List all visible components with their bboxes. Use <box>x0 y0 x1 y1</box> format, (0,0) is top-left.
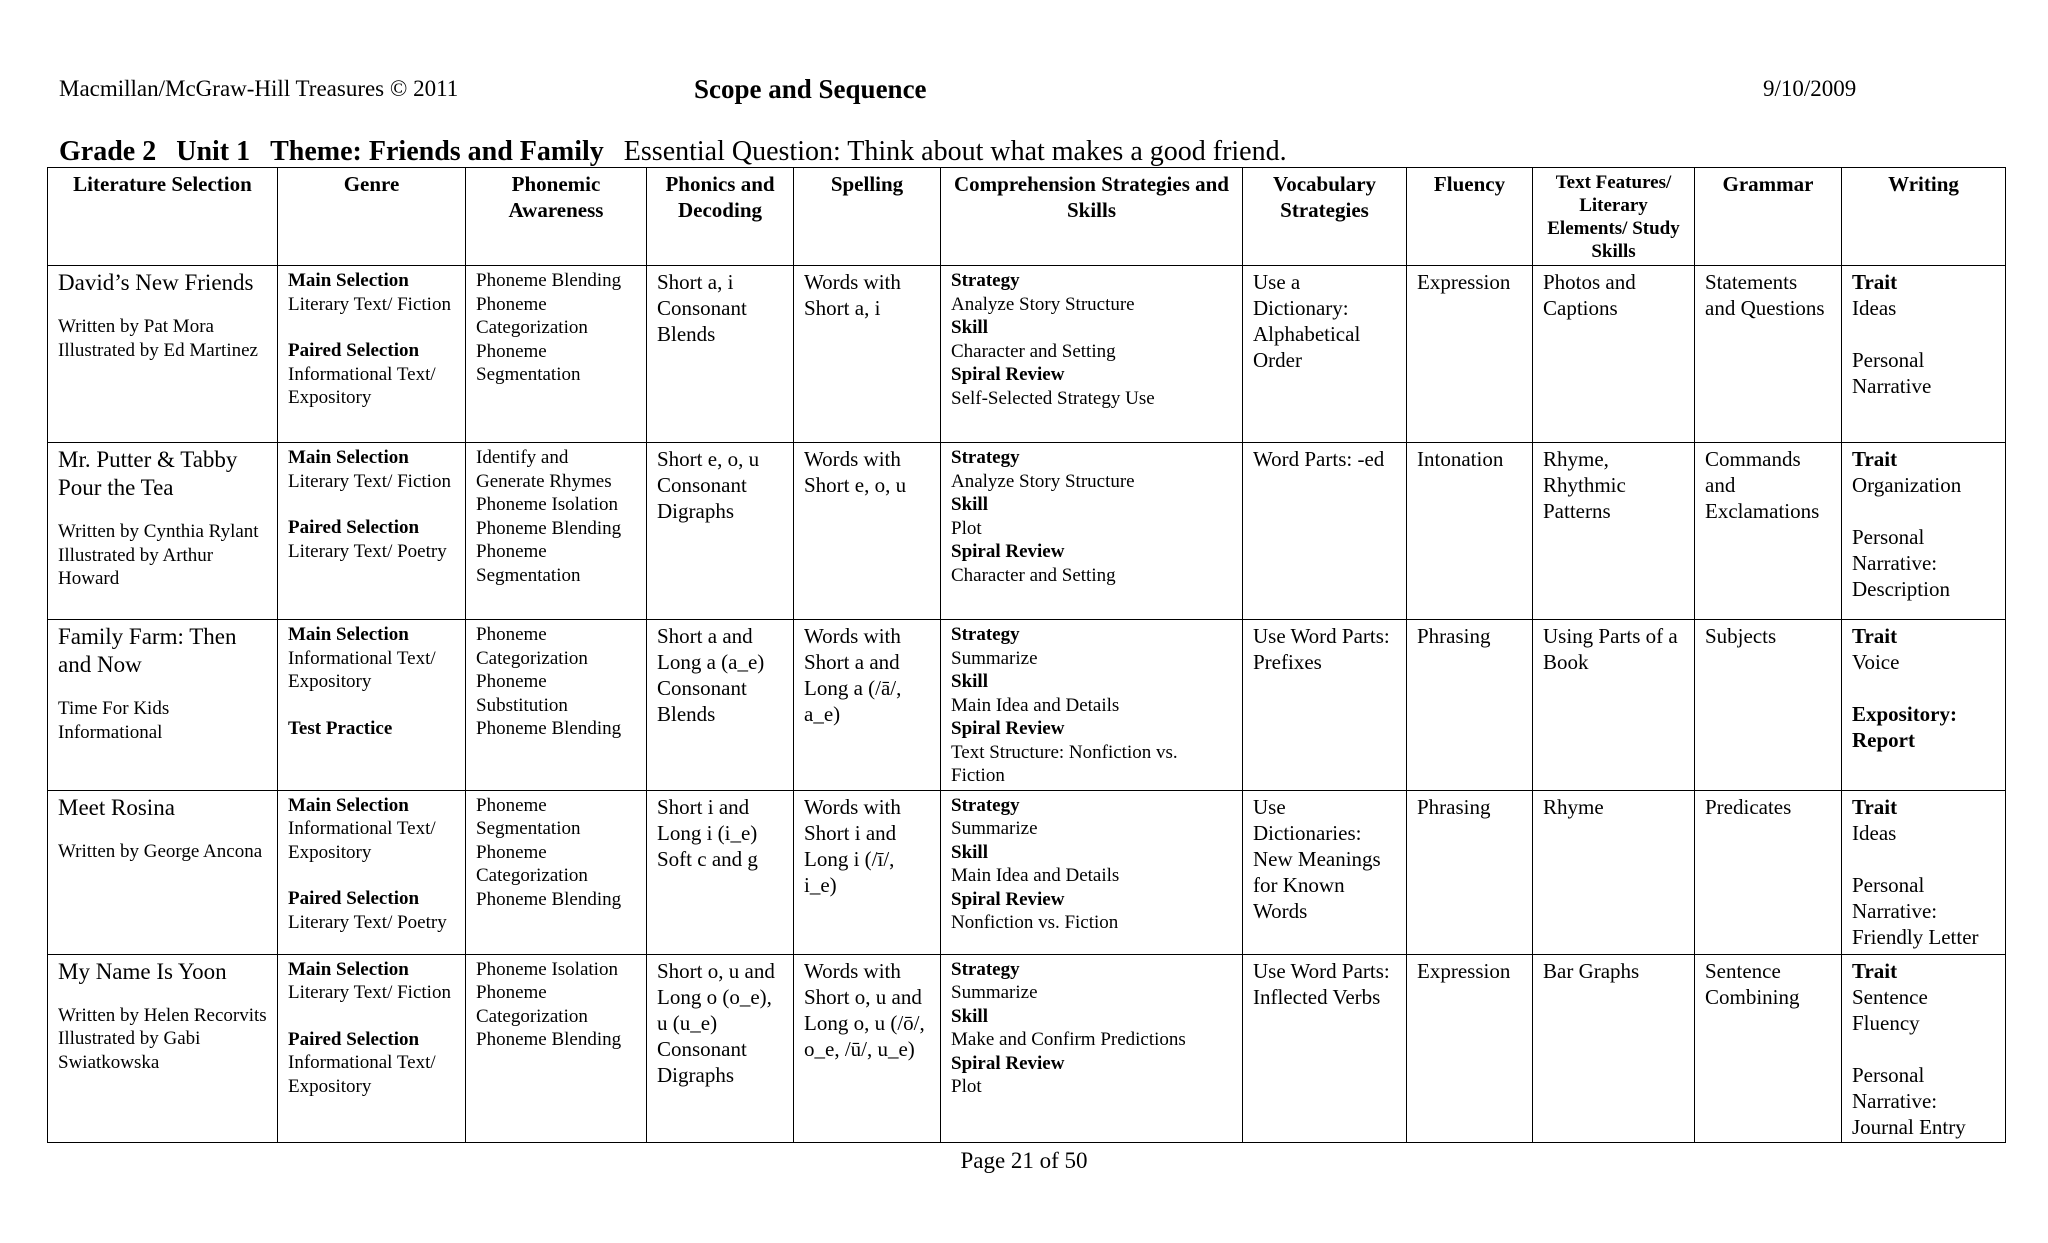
grammar-text: Commands and Exclamations <box>1705 447 1820 523</box>
comprehension-cell <box>941 443 1243 620</box>
writing-form: Expository: Report <box>1852 702 1957 752</box>
strategy-label: Strategy <box>951 270 1020 291</box>
spiral-review-label: Spiral Review <box>951 541 1065 562</box>
strategy-label: Strategy <box>951 447 1020 468</box>
skill-text: Character and Setting <box>951 340 1116 362</box>
vocabulary-text: Use Word Parts: Prefixes <box>1253 624 1390 674</box>
literature-credit: Written by Cynthia Rylant Illustrated by Arthur Howard <box>58 521 259 589</box>
skill-text: Main Idea and Details <box>951 694 1120 716</box>
spacer <box>1852 675 1995 701</box>
spiral-review-label: Spiral Review <box>951 718 1065 739</box>
spelling-text: Words with Short a and Long a (/ā/, a_e) <box>804 624 902 726</box>
skill-label: Skill <box>951 671 988 692</box>
text-features-cell <box>1533 443 1695 620</box>
writing-trait-label: Trait <box>1852 270 1898 294</box>
main-selection-label: Main Selection <box>288 624 409 645</box>
writing-form: Personal Narrative: Description <box>1852 525 1950 601</box>
skill-text: Make and Confirm Predictions <box>951 1029 1186 1050</box>
phonics-text: Short o, u and Long o (o_e), u (u_e) Consonant Digraphs <box>657 958 775 1087</box>
fluency-text: Intonation <box>1417 447 1504 471</box>
text-features-text: Using Parts of a Book <box>1543 624 1678 674</box>
unit-label: Unit 1 <box>176 136 251 167</box>
grade-label: Grade 2 <box>59 136 157 167</box>
column-header: Grammar <box>1695 168 1842 266</box>
table-row <box>48 954 2006 1142</box>
fluency-cell <box>1407 790 1533 954</box>
phonics-text: Short a and Long a (a_e) Consonant Blends <box>657 624 765 726</box>
paired-selection-label: Test Practice <box>288 717 393 739</box>
paired-selection-label: Paired Selection <box>288 517 420 538</box>
genre-cell <box>278 790 466 954</box>
grammar-cell <box>1695 266 1842 443</box>
vocabulary-cell <box>1243 620 1407 791</box>
literature-credit: Time For Kids Informational <box>58 698 170 743</box>
phonics-cell <box>647 266 794 443</box>
text-features-text: Rhyme, Rhythmic Patterns <box>1543 447 1626 523</box>
writing-trait: Ideas <box>1852 296 1897 320</box>
writing-trait-label: Trait <box>1852 447 1898 471</box>
comprehension-block <box>951 623 1232 788</box>
table-header-row <box>48 168 2006 266</box>
spelling-cell <box>794 620 941 791</box>
genre-cell <box>278 266 466 443</box>
column-header: Comprehension Strategies and Skills <box>941 168 1243 266</box>
column-header: Fluency <box>1407 168 1533 266</box>
spacer <box>288 316 455 339</box>
spacer <box>1852 498 1995 524</box>
genre-cell <box>278 954 466 1142</box>
phonics-cell <box>647 954 794 1142</box>
vocabulary-text: Use Dictionaries: New Meanings for Known Words <box>1253 794 1381 923</box>
vocabulary-cell <box>1243 266 1407 443</box>
main-selection-genre: Literary Text/ Fiction <box>288 293 451 315</box>
spelling-text: Words with Short i and Long i (/ī/, i_e) <box>804 794 901 897</box>
strategy-text: Summarize <box>951 982 1038 1003</box>
skill-text: Plot <box>951 517 982 539</box>
literature-title: My Name Is Yoon <box>58 958 227 984</box>
spacer <box>288 694 455 717</box>
skill-text: Main Idea and Details <box>951 865 1120 886</box>
column-header: Phonics and Decoding <box>647 168 794 266</box>
scope-sequence-table <box>47 167 2006 1143</box>
literature-credit: Written by George Ancona <box>58 840 263 862</box>
fluency-text: Phrasing <box>1417 794 1491 819</box>
fluency-cell <box>1407 620 1533 791</box>
vocabulary-cell <box>1243 954 1407 1142</box>
comprehension-block <box>951 794 1232 935</box>
spelling-text: Words with Short a, i <box>804 270 901 320</box>
fluency-cell <box>1407 266 1533 443</box>
paired-selection-genre: Informational Text/ Expository <box>288 363 436 408</box>
literature-title: David’s New Friends <box>58 270 254 295</box>
comprehension-cell <box>941 790 1243 954</box>
literature-title: Meet Rosina <box>58 794 175 820</box>
writing-trait: Voice <box>1852 650 1900 674</box>
vocabulary-text: Use Word Parts: Inflected Verbs <box>1253 958 1390 1009</box>
text-features-cell <box>1533 954 1695 1142</box>
comprehension-cell <box>941 620 1243 791</box>
page-number: Page 21 of 50 <box>960 1148 1088 1173</box>
main-selection-label: Main Selection <box>288 958 409 980</box>
genre-cell <box>278 443 466 620</box>
phonics-cell <box>647 790 794 954</box>
theme-label: Theme: Friends and Family <box>270 136 604 167</box>
vocabulary-text: Use a Dictionary: Alphabetical Order <box>1253 270 1361 372</box>
column-header: Phonemic Awareness <box>466 168 647 266</box>
fluency-text: Expression <box>1417 958 1511 983</box>
phonemic-cell <box>466 266 647 443</box>
paired-selection-label: Paired Selection <box>288 1028 420 1050</box>
genre-block <box>288 269 455 410</box>
grammar-cell <box>1695 790 1842 954</box>
strategy-text: Summarize <box>951 818 1038 839</box>
literature-cell <box>48 954 278 1142</box>
genre-block <box>288 958 455 1099</box>
spacer <box>288 493 455 516</box>
spiral-review-text: Self-Selected Strategy Use <box>951 387 1155 409</box>
phonics-text: Short a, i Consonant Blends <box>657 270 747 346</box>
strategy-label: Strategy <box>951 794 1020 816</box>
writing-trait: Ideas <box>1852 820 1897 845</box>
skill-label: Skill <box>951 841 988 863</box>
spelling-cell <box>794 443 941 620</box>
main-selection-label: Main Selection <box>288 270 409 291</box>
column-header: Writing <box>1842 168 2006 266</box>
phonemic-text: Phoneme Blending Phoneme Categorization Phoneme Segmentation <box>476 270 622 385</box>
skill-label: Skill <box>951 1005 988 1027</box>
column-header: Text Features/ Literary Elements/ Study Skills <box>1533 168 1695 266</box>
essential-question: Essential Question: Think about what makes a good friend. <box>623 136 1287 167</box>
paired-selection-label: Paired Selection <box>288 888 420 909</box>
phonemic-cell <box>466 620 647 791</box>
vocabulary-cell <box>1243 790 1407 954</box>
main-selection-genre: Informational Text/ Expository <box>288 647 436 692</box>
writing-cell <box>1842 266 2006 443</box>
literature-title: Family Farm: Then and Now <box>58 624 237 677</box>
spelling-cell <box>794 266 941 443</box>
strategy-text: Summarize <box>951 647 1038 669</box>
text-features-text: Rhyme <box>1543 794 1604 819</box>
paired-selection-label: Paired Selection <box>288 340 420 361</box>
vocabulary-text: Word Parts: -ed <box>1253 447 1385 471</box>
main-selection-genre: Informational Text/ Expository <box>288 818 436 863</box>
document-date: 9/10/2009 <box>1763 76 1857 101</box>
text-features-cell <box>1533 790 1695 954</box>
writing-trait: Organization <box>1852 473 1962 497</box>
literature-cell <box>48 620 278 791</box>
comprehension-block <box>951 446 1232 587</box>
paired-selection-genre: Literary Text/ Poetry <box>288 540 447 562</box>
phonics-cell <box>647 620 794 791</box>
writing-form: Personal Narrative <box>1852 348 1932 398</box>
writing-form: Personal Narrative: Friendly Letter <box>1852 872 1979 949</box>
literature-credit: Written by Pat Mora Illustrated by Ed Martinez <box>58 316 258 361</box>
column-header: Spelling <box>794 168 941 266</box>
column-header: Vocabulary Strategies <box>1243 168 1407 266</box>
paired-selection-genre: Informational Text/ Expository <box>288 1052 436 1097</box>
writing-block <box>1852 958 1995 1140</box>
fluency-cell <box>1407 443 1533 620</box>
table-row <box>48 443 2006 620</box>
table-row <box>48 266 2006 443</box>
genre-block <box>288 446 455 563</box>
spelling-text: Words with Short e, o, u <box>804 447 907 497</box>
spiral-review-label: Spiral Review <box>951 888 1065 910</box>
text-features-text: Bar Graphs <box>1543 958 1640 983</box>
literature-cell <box>48 790 278 954</box>
strategy-label: Strategy <box>951 624 1020 645</box>
spelling-text: Words with Short o, u and Long o, u (/ō/, o_e, /ū/, u_e) <box>804 958 925 1061</box>
comprehension-block <box>951 958 1232 1099</box>
text-features-cell <box>1533 620 1695 791</box>
spiral-review-label: Spiral Review <box>951 1052 1065 1074</box>
text-features-cell <box>1533 266 1695 443</box>
phonemic-text: Phoneme Categorization Phoneme Substitution Phoneme Blending <box>476 624 622 739</box>
writing-block <box>1852 446 1995 602</box>
fluency-text: Expression <box>1417 270 1511 294</box>
grammar-text: Predicates <box>1705 794 1792 819</box>
grammar-cell <box>1695 443 1842 620</box>
grammar-text: Subjects <box>1705 624 1777 648</box>
comprehension-cell <box>941 954 1243 1142</box>
paired-selection-genre: Literary Text/ Poetry <box>288 911 447 933</box>
writing-trait-label: Trait <box>1852 624 1898 648</box>
unit-heading <box>59 136 1287 168</box>
strategy-text: Analyze Story Structure <box>951 293 1135 315</box>
fluency-text: Phrasing <box>1417 624 1491 648</box>
writing-block <box>1852 269 1995 399</box>
spacer <box>288 1005 455 1028</box>
writing-cell <box>1842 443 2006 620</box>
phonemic-text: Identify and Generate Rhymes Phoneme Isolation Phoneme Blending Phoneme Segmentation <box>476 447 622 586</box>
writing-block <box>1852 623 1995 753</box>
literature-cell <box>48 266 278 443</box>
column-header: Literature Selection <box>48 168 278 266</box>
comprehension-block <box>951 269 1232 410</box>
text-features-text: Photos and Captions <box>1543 270 1636 320</box>
main-selection-genre: Literary Text/ Fiction <box>288 470 451 492</box>
strategy-text: Analyze Story Structure <box>951 470 1135 492</box>
writing-trait: Sentence Fluency <box>1852 984 1928 1035</box>
writing-block <box>1852 794 1995 950</box>
skill-label: Skill <box>951 317 988 338</box>
spiral-review-text: Text Structure: Nonfiction vs. Fiction <box>951 741 1178 786</box>
spelling-cell <box>794 790 941 954</box>
main-selection-label: Main Selection <box>288 447 409 468</box>
phonics-text: Short i and Long i (i_e) Soft c and g <box>657 794 758 871</box>
main-selection-label: Main Selection <box>288 794 409 816</box>
genre-block <box>288 794 455 935</box>
spiral-review-text: Plot <box>951 1076 982 1097</box>
writing-cell <box>1842 954 2006 1142</box>
spiral-review-text: Nonfiction vs. Fiction <box>951 912 1119 933</box>
comprehension-cell <box>941 266 1243 443</box>
main-selection-genre: Literary Text/ Fiction <box>288 982 451 1003</box>
vocabulary-cell <box>1243 443 1407 620</box>
genre-block <box>288 623 455 740</box>
spiral-review-text: Character and Setting <box>951 564 1116 586</box>
fluency-cell <box>1407 954 1533 1142</box>
phonemic-text: Phoneme Segmentation Phoneme Categorization Phoneme Blending <box>476 794 622 910</box>
strategy-label: Strategy <box>951 958 1020 980</box>
writing-trait-label: Trait <box>1852 794 1898 819</box>
spacer <box>1852 321 1995 347</box>
table-row <box>48 620 2006 791</box>
spacer <box>1852 1036 1995 1062</box>
grammar-text: Sentence Combining <box>1705 958 1800 1009</box>
spelling-cell <box>794 954 941 1142</box>
grammar-text: Statements and Questions <box>1705 270 1825 320</box>
writing-form: Personal Narrative: Journal Entry <box>1852 1062 1966 1139</box>
writing-cell <box>1842 790 2006 954</box>
spacer <box>288 864 455 887</box>
phonemic-cell <box>466 790 647 954</box>
phonemic-text: Phoneme Isolation Phoneme Categorization Phoneme Blending <box>476 958 622 1050</box>
literature-cell <box>48 443 278 620</box>
grammar-cell <box>1695 954 1842 1142</box>
literature-credit: Written by Helen Recorvits Illustrated by Gabi Swiatkowska <box>58 1004 267 1073</box>
phonemic-cell <box>466 443 647 620</box>
phonics-text: Short e, o, u Consonant Digraphs <box>657 447 760 523</box>
phonics-cell <box>647 443 794 620</box>
writing-trait-label: Trait <box>1852 958 1898 983</box>
column-header: Genre <box>278 168 466 266</box>
skill-label: Skill <box>951 494 988 515</box>
writing-cell <box>1842 620 2006 791</box>
phonemic-cell <box>466 954 647 1142</box>
grammar-cell <box>1695 620 1842 791</box>
publisher-text: Macmillan/McGraw-Hill Treasures © 2011 <box>59 76 459 101</box>
spacer <box>1852 846 1995 872</box>
document-title: Scope and Sequence <box>694 74 927 104</box>
spiral-review-label: Spiral Review <box>951 364 1065 385</box>
table-row <box>48 790 2006 954</box>
literature-title: Mr. Putter & Tabby Pour the Tea <box>58 447 238 500</box>
genre-cell <box>278 620 466 791</box>
